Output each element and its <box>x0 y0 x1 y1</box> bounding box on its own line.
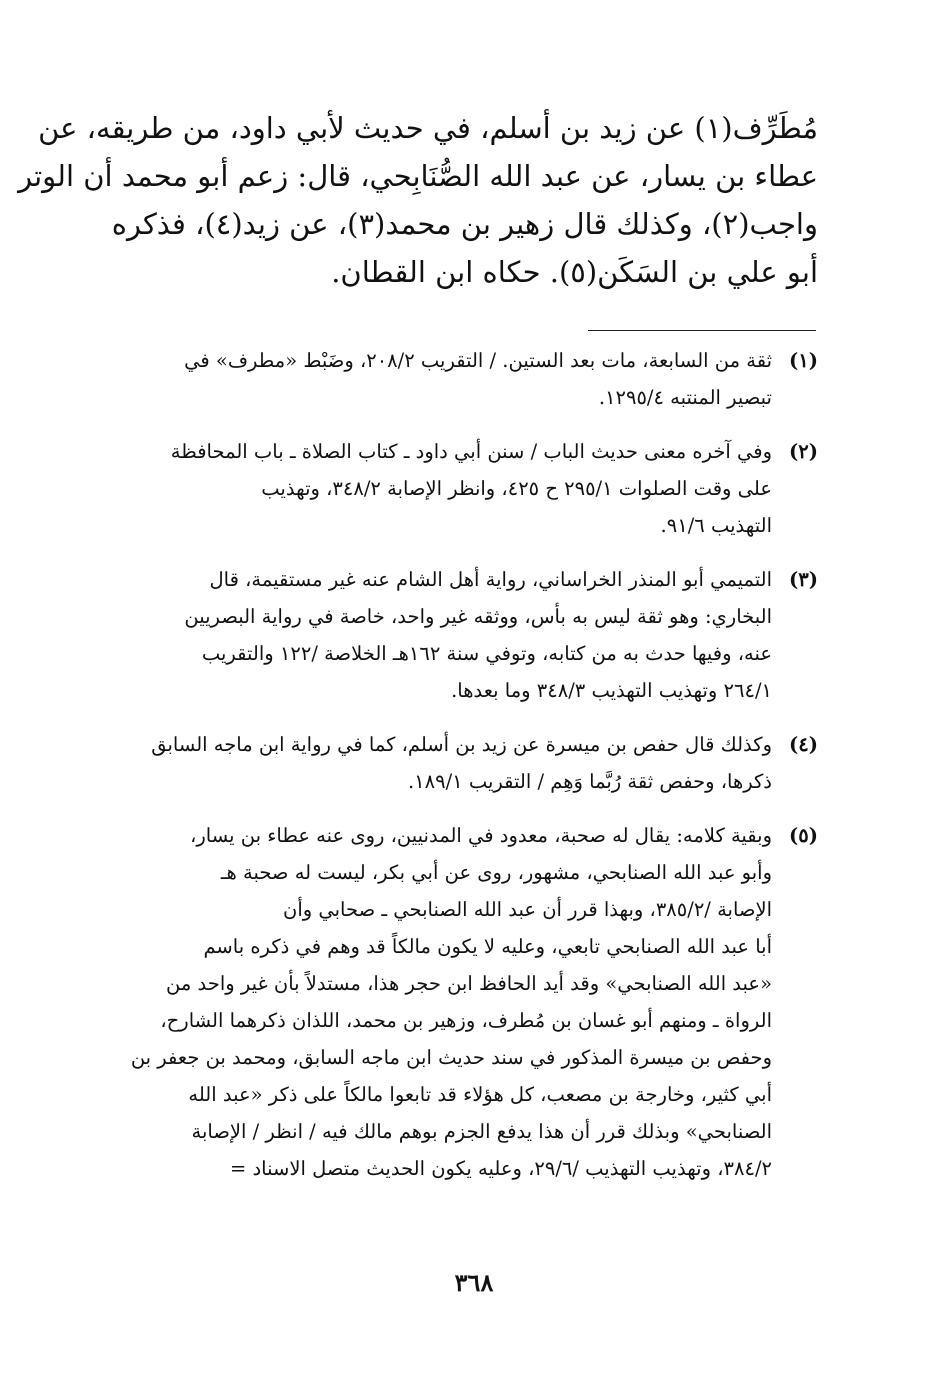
footnote-body <box>118 817 772 1187</box>
footnote-line: تبصير المنتبه ١٢٩٥/٤. <box>598 386 772 409</box>
footnote-line: التهذيب ٩١/٦. <box>660 514 772 537</box>
footnote-line: ثقة من السابعة، مات بعد الستين. / التقريب ٢٠٨/٢، وضَبْط «مطرف» في <box>184 349 772 372</box>
main-text-line: مُطَرِّف(١) عن زيد بن أسلم، في حديث لأبي داود، من طريقه، عن <box>38 111 818 145</box>
main-text <box>18 104 818 296</box>
main-text-line: عطاء بن يسار، عن عبد الله الصُّنَابِحي، قال: زعم أبو محمد أن الوتر <box>18 159 818 193</box>
page-number: ٣٦٨ <box>454 1268 494 1297</box>
footnote-4 <box>118 726 818 800</box>
footnote-line: وحفص بن ميسرة المذكور في سند حديث ابن ماجه السابق، ومحمد بن جعفر بن <box>130 1046 772 1069</box>
footnote-5 <box>118 817 818 1187</box>
footnote-line: ٣٨٤/٢، وتهذيب التهذيب /٢٩/٦، وعليه يكون الحديث متصل الاسناد = <box>229 1157 772 1180</box>
footnote-line: أبي كثير، وخارجة بن مصعب، كل هؤلاء قد تابعوا مالكاً على ذكر «عبد الله <box>188 1083 772 1106</box>
footnote-number: (٢) <box>789 440 818 463</box>
footnote-line: وبقية كلامه: يقال له صحبة، معدود في المدنيين، روى عنه عطاء بن يسار، <box>190 824 772 847</box>
footnotes <box>118 342 818 1204</box>
footnote-line: وأبو عبد الله الصنابحي، مشهور، روى عن أبي بكر، ليست له صحبة هـ <box>220 861 772 884</box>
footnote-body <box>118 342 772 416</box>
footnote-line: الصنابحي» وبذلك قرر أن هذا يدفع الجزم بوهم مالك فيه / انظر / الإصابة <box>191 1120 772 1143</box>
footnote-line: ذكرها، وحفص ثقة رُبَّما وَهِم / التقريب ١٨٩/١. <box>407 770 772 793</box>
footnote-separator <box>588 330 816 331</box>
main-text-line: أبو علي بن السَكَن(٥). حكاه ابن القطان. <box>331 255 818 289</box>
footnote-number: (٤) <box>789 733 818 756</box>
footnote-line: «عبد الله الصنابحي» وقد أيد الحافظ ابن حجر هذا، مستدلاً بأن غير واحد من <box>166 972 772 995</box>
footnote-number: (٥) <box>789 824 818 847</box>
footnote-line: أبا عبد الله الصنابحي تابعي، وعليه لا يكون مالكاً قد وهم في ذكره باسم <box>203 935 772 958</box>
footnote-line: ٢٦٤/١ وتهذيب التهذيب ٣٤٨/٣ وما بعدها. <box>451 679 772 702</box>
footnote-line: عنه، وفيها حدث به من كتابه، وتوفي سنة ١٦٢هـ الخلاصة /١٢٢ والتقريب <box>201 642 772 665</box>
footnote-3 <box>118 561 818 709</box>
footnote-1 <box>118 342 818 416</box>
footnote-line: الإصابة /٣٨٥/٢، وبهذا قرر أن عبد الله الصنابحي ـ صحابي وأن <box>283 898 772 921</box>
footnote-2 <box>118 433 818 544</box>
footnote-line: على وقت الصلوات ٢٩٥/١ ح ٤٢٥، وانظر الإصابة ٣٤٨/٢، وتهذيب <box>261 477 772 500</box>
footnote-line: وكذلك قال حفص بن ميسرة عن زيد بن أسلم، كما في رواية ابن ماجه السابق <box>151 733 772 756</box>
footnote-line: البخاري: وهو ثقة ليس به بأس، ووثقه غير واحد، خاصة في رواية البصريين <box>184 605 772 628</box>
footnote-body <box>118 433 772 544</box>
footnote-number: (١) <box>789 349 818 372</box>
footnote-line: وفي آخره معنى حديث الباب / سنن أبي داود ـ كتاب الصلاة ـ باب المحافظة <box>170 440 772 463</box>
footnote-line: الرواة ـ ومنهم أبو غسان بن مُطرف، وزهير بن محمد، اللذان ذكرهما الشارح، <box>160 1009 772 1032</box>
footnote-body <box>118 561 772 709</box>
footnote-number: (٣) <box>789 568 818 591</box>
footnote-body <box>118 726 772 800</box>
footnote-line: التميمي أبو المنذر الخراساني، رواية أهل الشام عنه غير مستقيمة، قال <box>209 568 772 591</box>
main-text-line: واجب(٢)، وكذلك قال زهير بن محمد(٣)، عن زيد(٤)، فذكره <box>111 207 818 241</box>
